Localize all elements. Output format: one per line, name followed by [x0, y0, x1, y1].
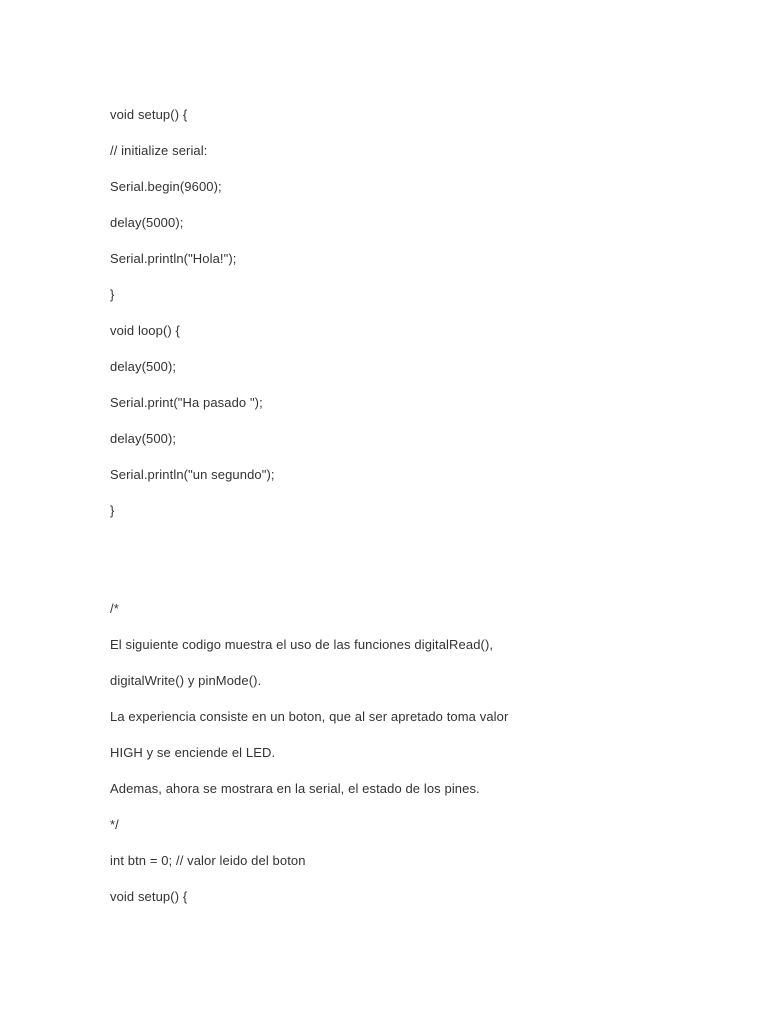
- code-line: delay(5000);: [110, 215, 184, 230]
- comment-line: Ademas, ahora se mostrara en la serial, el estado de los pines.: [110, 781, 480, 796]
- code-line: delay(500);: [110, 359, 177, 374]
- code-line: Serial.println("un segundo");: [110, 467, 275, 482]
- code-line: int btn = 0; // valor leido del boton: [110, 853, 306, 868]
- code-line: }: [110, 503, 115, 518]
- comment-line: El siguiente codigo muestra el uso de las funciones digitalRead(),: [110, 637, 494, 652]
- code-line: // initialize serial:: [110, 143, 208, 158]
- comment-line: La experiencia consiste en un boton, que al ser apretado toma valor: [110, 709, 509, 724]
- code-line: void loop() {: [110, 323, 180, 338]
- code-line: void setup() {: [110, 889, 188, 904]
- code-line: delay(500);: [110, 431, 177, 446]
- code-line: Serial.begin(9600);: [110, 179, 222, 194]
- comment-line: digitalWrite() y pinMode().: [110, 673, 262, 688]
- code-line: void setup() {: [110, 107, 188, 122]
- code-line: }: [110, 287, 115, 302]
- comment-line: */: [110, 817, 119, 832]
- code-line: Serial.print("Ha pasado ");: [110, 395, 263, 410]
- comment-line: HIGH y se enciende el LED.: [110, 745, 276, 760]
- code-line: Serial.println("Hola!");: [110, 251, 237, 266]
- comment-line: /*: [110, 601, 119, 616]
